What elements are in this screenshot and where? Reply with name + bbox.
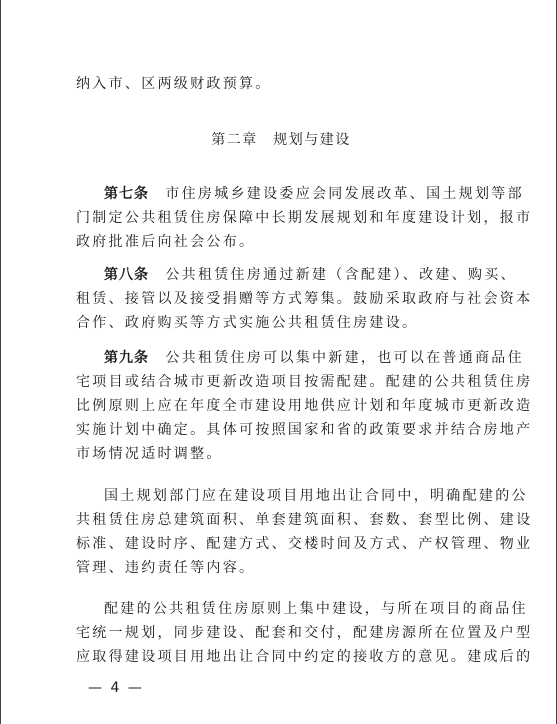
text-line: 宅项目或结合城市更新改造项目按需配建。配建的公共租赁住房	[76, 374, 533, 390]
article-number: 第九条	[104, 350, 149, 366]
page-number: — 4 —	[88, 680, 144, 696]
text-line: 共租赁住房总建筑面积、单套建筑面积、套数、套型比例、建设	[76, 512, 533, 528]
article-9	[76, 346, 533, 466]
page-edge-left	[0, 0, 1, 724]
text-line: 国土规划部门应在建设项目用地出让合同中，明确配建的公	[104, 488, 528, 504]
text-line: 比例原则上应在年度全市建设用地供应计划和年度城市更新改造	[76, 398, 533, 414]
land-planning-paragraph	[76, 484, 533, 580]
text-line: 租赁、接管以及接受捐赠等方式筹集。鼓励采取政府与社会资本	[76, 291, 533, 307]
text-line: 市场情况适时调整。	[76, 446, 223, 462]
chapter-heading: 第二章 规划与建设	[211, 132, 351, 148]
construction-paragraph	[76, 597, 533, 669]
text-line: 合作、政府购买等方式实施公共租赁住房建设。	[76, 315, 419, 331]
text-line: 配建的公共租赁住房原则上集中建设，与所在项目的商品住	[104, 601, 528, 617]
article-7	[76, 182, 533, 254]
text-span: 公共租赁住房可以集中新建，也可以在普通商品住	[165, 350, 524, 366]
text-line	[76, 182, 524, 206]
text-line: 门制定公共租赁住房保障中长期发展规划和年度建设计划，报市	[76, 210, 533, 226]
text-span: 市住房城乡建设委应会同发展改革、国土规划等部	[165, 186, 524, 202]
text-line: 管理、违约责任等内容。	[76, 560, 256, 576]
text-line: 纳入市、区两级财政预算。	[76, 76, 272, 92]
article-number: 第七条	[104, 186, 149, 202]
article-8	[76, 263, 533, 335]
text-line: 标准、建设时序、配建方式、交楼时间及方式、产权管理、物业	[76, 536, 533, 552]
text-line: 应取得建设项目用地出让合同中约定的接收方的意见。建成后的	[76, 649, 533, 665]
text-line: 政府批准后向社会公布。	[76, 234, 256, 250]
text-line	[76, 263, 517, 287]
article-number: 第八条	[104, 267, 149, 283]
text-span: 公共租赁住房通过新建（含配建）、改建、购买、	[165, 267, 517, 283]
text-line	[76, 346, 524, 370]
text-line: 实施计划中确定。具体可按照国家和省的政策要求并结合房地产	[76, 422, 533, 438]
text-line: 宅统一规划，同步建设、配套和交付，配建房源所在位置及户型	[76, 625, 533, 641]
intro-paragraph	[76, 72, 486, 96]
